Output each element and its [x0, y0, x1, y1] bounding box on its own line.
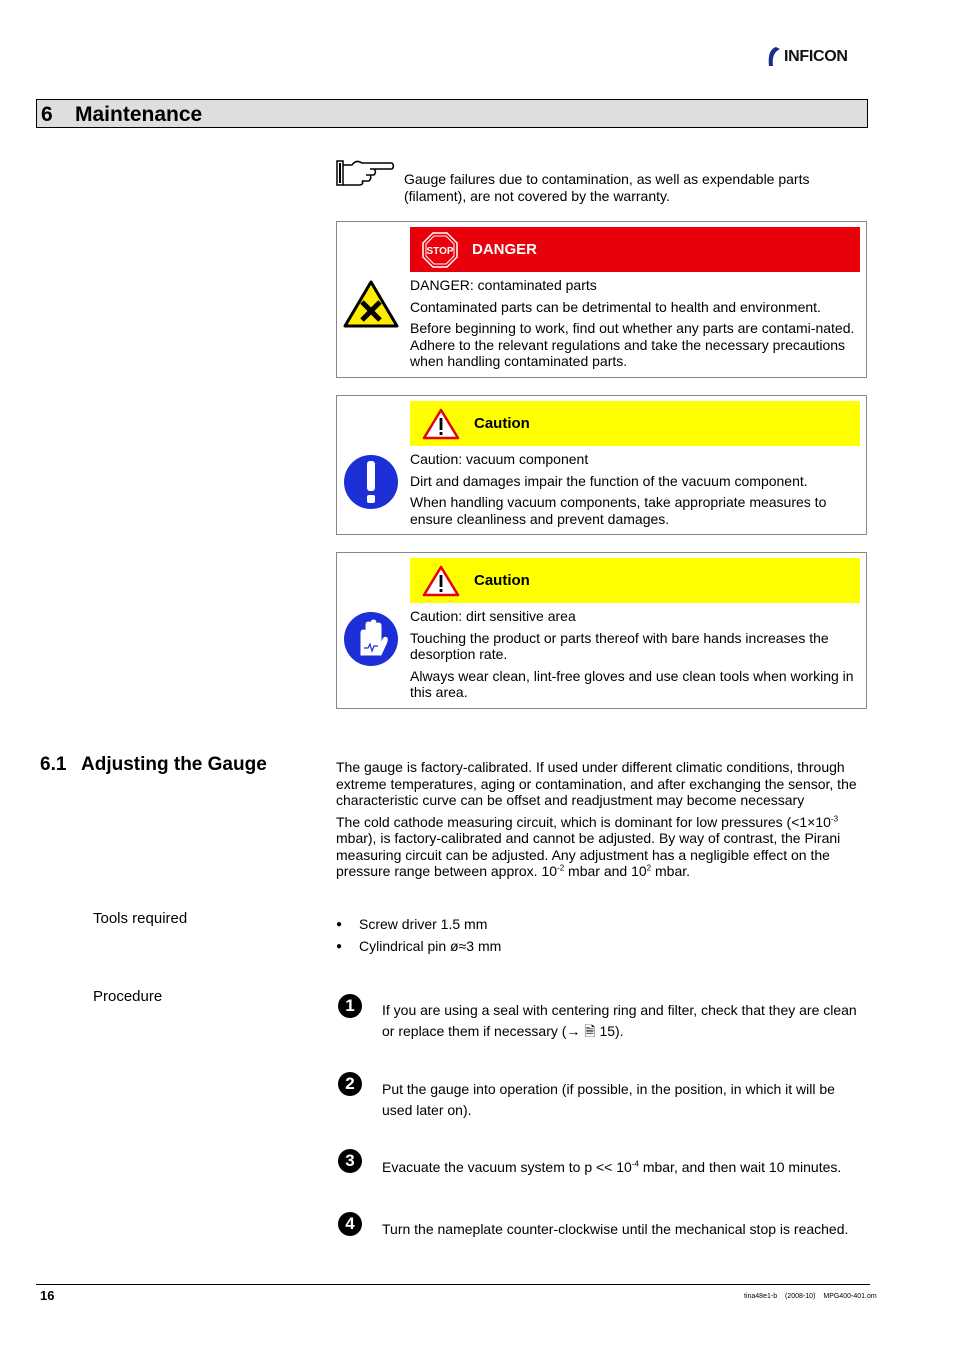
caution-banner-1	[410, 401, 860, 446]
chapter-title: Maintenance	[75, 103, 203, 126]
caution-1-body	[410, 451, 860, 532]
danger-body	[410, 277, 860, 375]
step-number-2: 2	[338, 1072, 362, 1096]
step-text-4: Turn the nameplate counter-clockwise until the mechanical stop is reached.	[382, 1221, 849, 1237]
caution-box-vacuum	[336, 395, 867, 535]
step-text-1: If you are using a seal with centering ring and filter, check that they are clean or replace them if necessary (→ 🗎 15).	[382, 1002, 857, 1039]
circuit-paragraph: The cold cathode measuring circuit, which is dominant for low pressures ($<1\times 10^{-3}$ mbar), is factory-calibrated and cannot be adjusted. By way of contrast, the Pirani measuring circuit can be adjusted. Any adjustment has a negligible effect on the pressure range between approx. $10^{-2}$ mbar and $10^2$ mbar.	[336, 813, 841, 879]
tools-label: Tools required	[93, 910, 188, 927]
caution-2-body	[410, 608, 860, 706]
danger-box	[336, 221, 867, 378]
caution-banner-1-label: Caution	[474, 415, 530, 432]
pointing-hand-icon	[336, 157, 396, 189]
inficon-logo	[766, 44, 870, 70]
chapter-number: 6	[41, 103, 53, 126]
danger-title: DANGER: contaminated parts	[410, 277, 597, 293]
footer-meta	[744, 1293, 877, 1300]
caution-banner-2	[410, 558, 860, 603]
step-number-3: 3	[338, 1149, 362, 1173]
list-item: ● Screw driver 1.5 mm	[336, 916, 488, 932]
doc-id: tina48e1-b	[744, 1293, 778, 1300]
page-number: 16	[40, 1288, 55, 1303]
warranty-note: Gauge failures due to contamination, as well as expendable parts (filament), are not covered by the warranty.	[404, 171, 810, 204]
step-number-1: 1	[338, 994, 362, 1018]
doc-date: (2008-10)	[785, 1293, 816, 1300]
tools-list	[336, 913, 856, 957]
caution-1-line-2: When handling vacuum components, take appropriate measures to ensure cleanliness and prevent damages.	[410, 494, 827, 527]
step-text-2: Put the gauge into operation (if possible, in the position, in which it will be used later on).	[382, 1081, 835, 1118]
list-item: ● Cylindrical pin ø≈3 mm	[336, 938, 502, 954]
procedure-label: Procedure	[93, 988, 163, 1005]
step-number-4: 4	[338, 1212, 362, 1236]
section-title: Adjusting the Gauge	[81, 754, 267, 775]
logo-text: INFICON	[784, 48, 848, 65]
danger-line-2: Before beginning to work, find out whether any parts are contami-nated. Adhere to the relevant regulations and take the necessary precautions when handling contaminated parts.	[410, 320, 855, 369]
doc-file: MPG400-401.om	[823, 1293, 877, 1300]
stop-sign-icon	[422, 232, 458, 268]
caution-box-dirt	[336, 552, 867, 709]
warning-triangle-icon	[422, 565, 460, 597]
section-number: 6.1	[40, 754, 67, 775]
footer-rule	[36, 1284, 870, 1285]
step-text-3: Evacuate the vacuum system to $p << 10^{-4}$ mbar, and then wait 10 minutes.	[382, 1159, 842, 1175]
glove-hand-icon	[343, 611, 399, 670]
exclamation-circle-icon	[343, 454, 399, 513]
caution-2-line-1: Touching the product or parts thereof with bare hands increases the desorption rate.	[410, 629, 829, 662]
danger-banner	[410, 227, 860, 272]
caution-1-title: Caution: vacuum component	[410, 451, 589, 467]
caution-2-title: Caution: dirt sensitive area	[410, 608, 576, 624]
danger-banner-label: DANGER	[472, 241, 538, 258]
section-paragraphs	[336, 759, 871, 885]
caution-2-line-2: Always wear clean, lint-free gloves and use clean tools when working in this area.	[410, 667, 854, 700]
inficon-logo-mark	[766, 46, 782, 68]
caution-banner-2-label: Caution	[474, 572, 530, 589]
caution-1-line-1: Dirt and damages impair the function of the vacuum component.	[410, 472, 808, 489]
danger-line-1: Contaminated parts can be detrimental to health and environment.	[410, 298, 821, 315]
stop-sign-text: STOP	[426, 245, 454, 257]
calibration-paragraph: The gauge is factory-calibrated. If used under different climatic conditions, through extreme temperatures, aging or contamination, and after exchanging the sensor, the characteristic curve can be offset and readjustment may become necessary	[336, 759, 857, 808]
chapter-heading	[36, 99, 868, 128]
section-heading	[40, 754, 267, 776]
hazard-x-icon	[343, 280, 399, 331]
warning-triangle-icon	[422, 408, 460, 440]
